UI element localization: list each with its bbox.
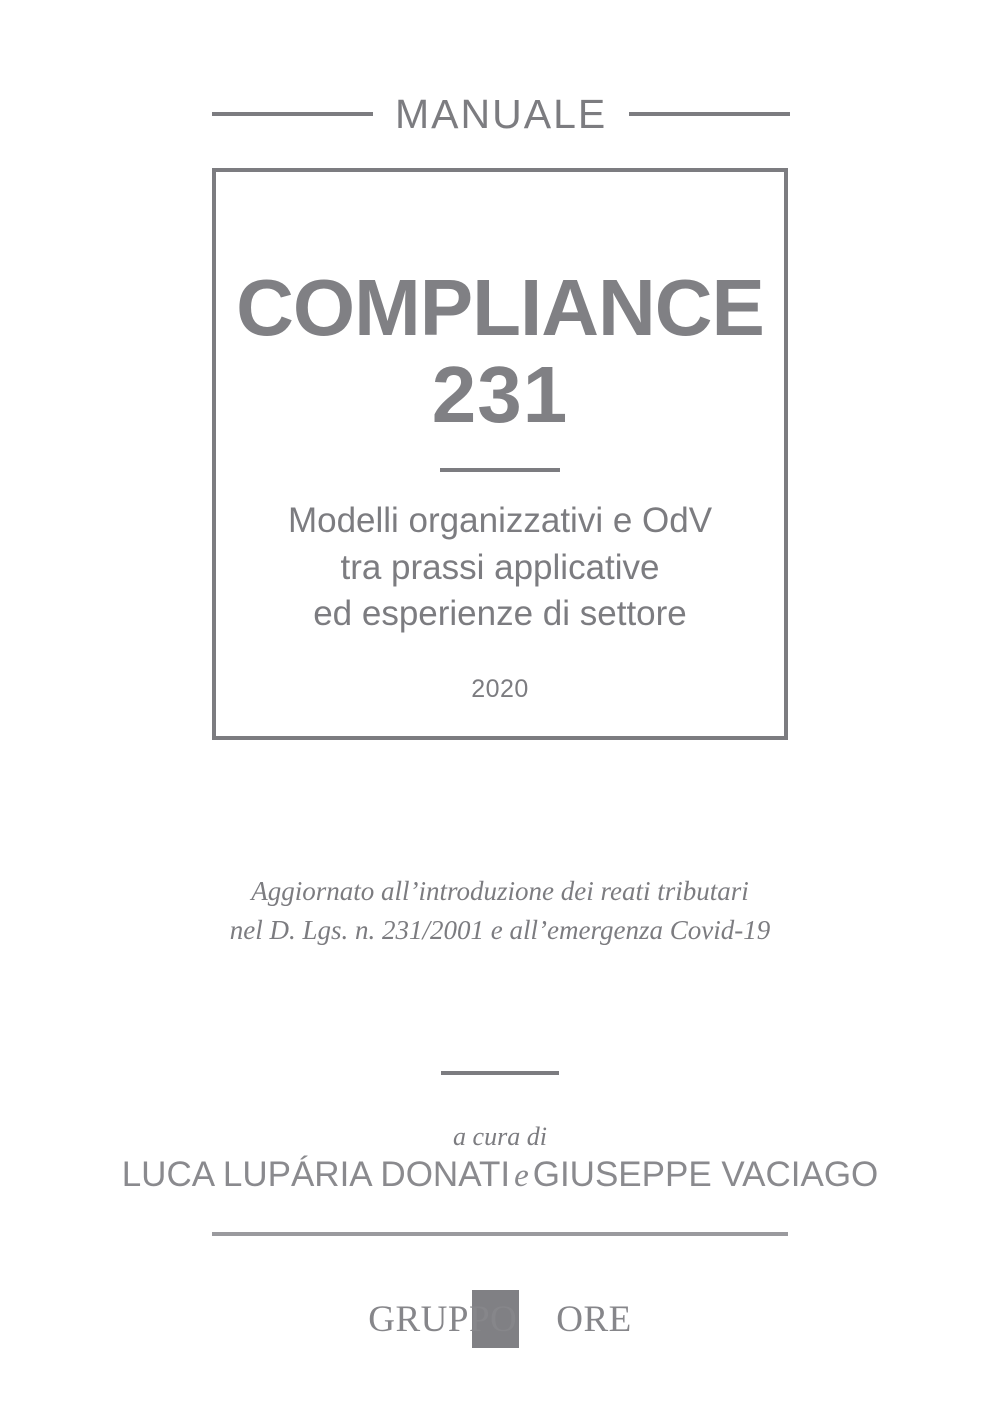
series-label: MANUALE [395,90,608,137]
subtitle-line: tra prassi applicative [340,547,660,587]
publisher-logo-wrap [368,1290,632,1350]
editor-name-second: GIUSEPPE VACIAGO [532,1155,879,1194]
publisher-name-suffix: ORE [556,1299,632,1340]
editors-divider [441,1071,559,1075]
update-note-line: nel D. Lgs. n. 231/2001 e all’emergenza Covid-19 [229,915,771,946]
title-divider [440,468,560,472]
editors-conjunction: e [514,1158,529,1194]
editors-line [0,1155,1000,1195]
header-rule-right [629,112,790,116]
publisher-name-number: 24 [518,1299,556,1340]
editor-name-first: LUCA LUPÁRIA DONATI [121,1155,511,1194]
update-note [0,872,1000,950]
edition-year: 2020 [471,674,529,703]
title-block [216,263,784,704]
page-title-number: 231 [431,350,569,440]
header-rule-left [212,112,373,116]
publisher-logo [0,1290,1000,1350]
subtitle-line: Modelli organizzativi e OdV [287,501,713,541]
footer-rule [212,1232,788,1236]
subtitle-line: ed esperienze di settore [313,593,687,633]
subtitle [216,498,784,637]
publisher-name-prefix: GRUPPO [368,1299,518,1340]
series-header [212,90,788,138]
page-title: COMPLIANCE [236,263,764,352]
update-note-line: Aggiornato all’introduzione dei reati tributari [251,876,749,906]
curator-label: a cura di [453,1122,547,1151]
title-frame [212,168,788,740]
